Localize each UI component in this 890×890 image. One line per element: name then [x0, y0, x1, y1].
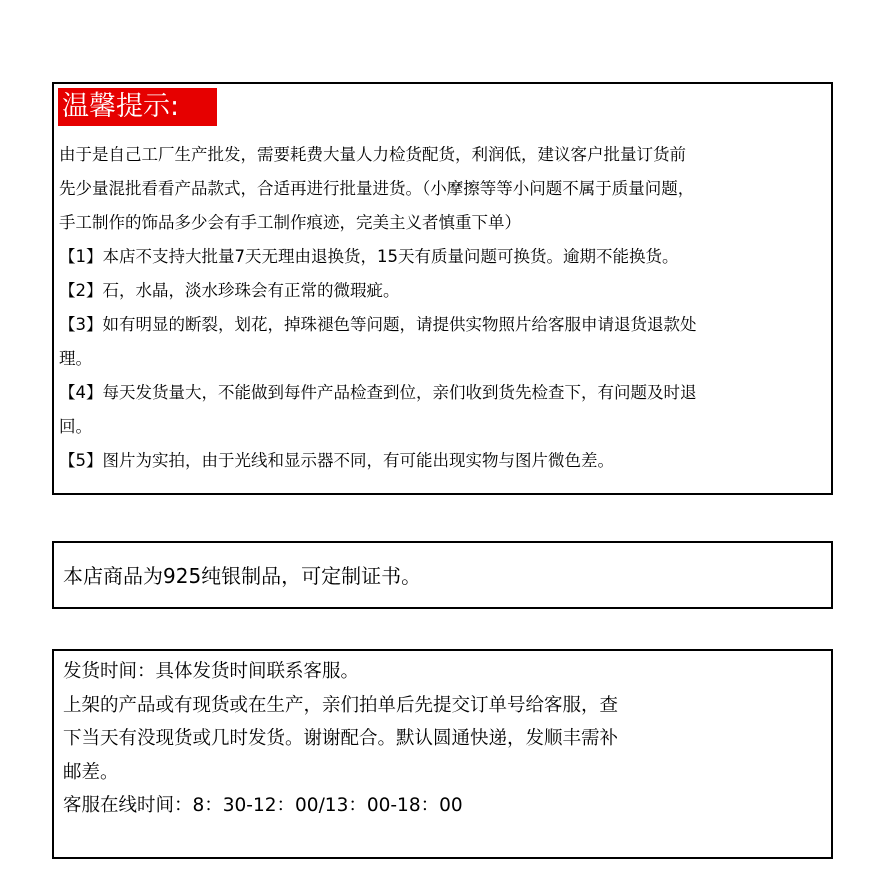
notice-title: 温馨提示: — [58, 88, 217, 126]
notice-line-5: 【2】石，水晶，淡水珍珠会有正常的微瑕疵。 — [59, 281, 400, 300]
shipping-line-3: 下当天有没现货或几时发货。谢谢配合。默认圆通快递，发顺丰需补 — [63, 728, 619, 750]
notice-line-2: 先少量混批看看产品款式，合适再进行批量进货。（小摩擦等等小问题不属于质量问题， — [59, 179, 695, 198]
notice-line-7: 理。 — [59, 349, 92, 368]
notice-line-3: 手工制作的饰品多少会有手工制作痕迹，完美主义者慎重下单） — [59, 213, 521, 232]
notice-line-8: 【4】每天发货量大，不能做到每件产品检查到位，亲们收到货先检查下，有问题及时退 — [59, 383, 697, 402]
notice-line-4: 【1】本店不支持大批量7天无理由退换货，15天有质量问题可换货。逾期不能换货。 — [59, 247, 679, 266]
shipping-lines — [63, 655, 823, 823]
shipping-box — [52, 649, 833, 859]
shipping-line-4: 邮差。 — [63, 761, 119, 783]
notice-line-1: 由于是自己工厂生产批发，需要耗费大量人力检货配货，利润低，建议客户批量订货前 — [59, 145, 686, 164]
notice-box — [52, 82, 833, 495]
silver-statement: 本店商品为925纯银制品，可定制证书。 — [63, 564, 422, 588]
notice-line-10: 【5】图片为实拍，由于光线和显示器不同，有可能出现实物与图片微色差。 — [59, 451, 614, 470]
notice-lines — [59, 138, 829, 478]
shipping-line-2: 上架的产品或有现货或在生产，亲们拍单后先提交订单号给客服，查 — [63, 694, 619, 716]
shipping-line-1: 发货时间：具体发货时间联系客服。 — [63, 661, 360, 682]
shipping-line-5: 客服在线时间：8：30-12：00/13：00-18：00 — [63, 795, 463, 817]
notice-line-9: 回。 — [59, 417, 92, 436]
silver-box — [52, 541, 833, 609]
notice-line-6: 【3】如有明显的断裂，划花，掉珠褪色等问题，请提供实物照片给客服申请退货退款处 — [59, 315, 697, 334]
